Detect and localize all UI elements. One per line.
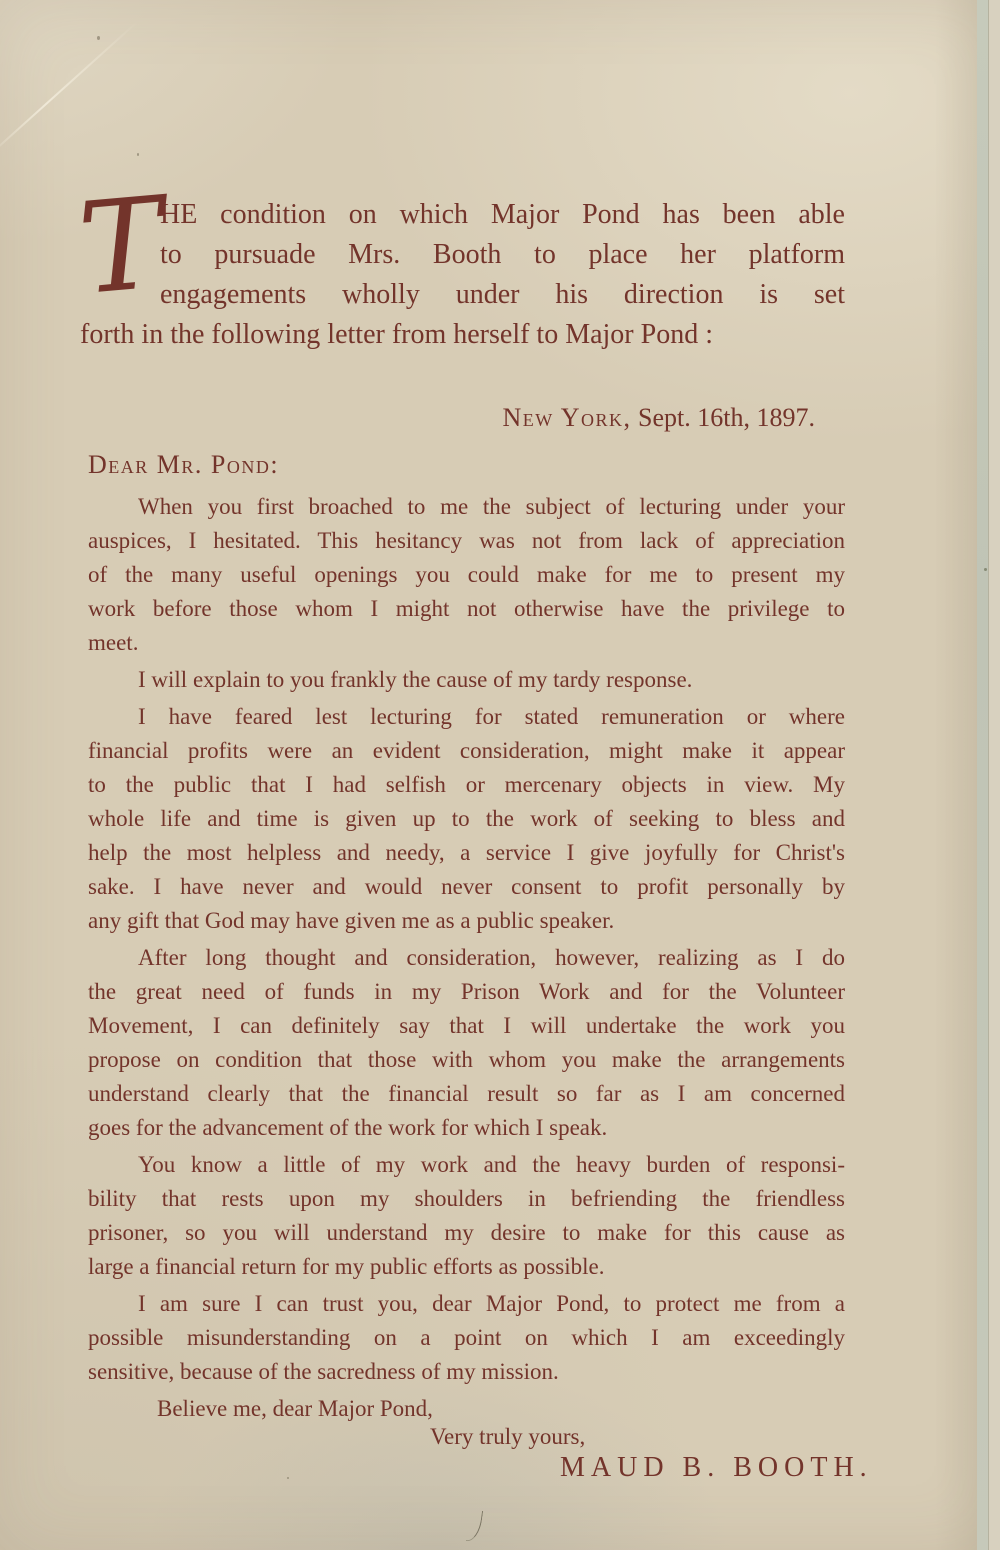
letter-paragraph: [88, 941, 845, 1145]
letter-signature: MAUD B. BOOTH.: [560, 1452, 873, 1483]
letter-line: I have feared lest lecturing for stated remuneration or where: [138, 704, 845, 729]
letter-dateline: [88, 403, 845, 433]
letter-line: work before those whom I might not otherwise have the privilege to: [88, 596, 845, 621]
ink-speck: [984, 568, 987, 571]
letter-line: After long thought and consideration, however, realizing as I do: [138, 945, 845, 970]
letter-line: to the public that I had selfish or mercenary objects in view. My: [88, 772, 845, 797]
letter-line: possible misunderstanding on a point on which I am exceedingly: [88, 1325, 845, 1350]
drop-cap-letter: T: [73, 169, 170, 323]
ink-speck: [287, 1477, 289, 1479]
letter-line: Movement, I can definitely say that I will undertake the work you: [88, 1013, 845, 1038]
letter-salutation: Dear Mr. Pond:: [88, 450, 280, 479]
dateline-place: New York,: [502, 403, 632, 432]
letter-line: When you first broached to me the subject of lecturing under your: [138, 494, 845, 519]
corner-crease-mark: [0, 21, 138, 160]
letter-line: sake. I have never and would never consent to profit personally by: [88, 874, 845, 899]
intro-line: to pursuade Mrs. Booth to place her platform: [160, 239, 845, 270]
letter-line: bility that rests upon my shoulders in befriending the friendless: [88, 1186, 845, 1211]
letter-line: You know a little of my work and the heavy burden of responsi-: [138, 1152, 845, 1177]
intro-paragraph: [73, 169, 845, 355]
letter-line: any gift that God may have given me as a public speaker.: [88, 908, 615, 933]
letter-line: understand clearly that the financial result so far as I am concerned: [88, 1081, 845, 1106]
letter-line: sensitive, because of the sacredness of my mission.: [88, 1359, 559, 1384]
letter-paragraph: [88, 663, 845, 697]
letter-line: propose on condition that those with whom you make the arrangements: [88, 1047, 845, 1072]
ink-speck: [97, 36, 100, 40]
letter-line: large a financial return for my public efforts as possible.: [88, 1254, 605, 1279]
letter-line: help the most helpless and needy, a service I give joyfully for Christ's: [88, 840, 845, 865]
letter-paragraph: [88, 1148, 845, 1284]
letter-line: auspices, I hesitated. This hesitancy was not from lack of appreciation: [88, 528, 845, 553]
hair-mark: [466, 1509, 483, 1542]
letter-body: [88, 490, 845, 1429]
intro-line: forth in the following letter from herself to Major Pond :: [80, 319, 713, 350]
letter-line: I will explain to you frankly the cause of my tardy response.: [138, 667, 693, 692]
letter-line: Believe me, dear Major Pond,: [157, 1396, 433, 1421]
letter-line: of the many useful openings you could make for me to present my: [88, 562, 845, 587]
letter-line: financial profits were an evident consideration, might make it appear: [88, 738, 845, 763]
page-edge-shadow: [935, 0, 977, 1550]
letter-paragraph: [88, 1392, 845, 1426]
intro-line: HE condition on which Major Pond has been able: [160, 199, 845, 230]
letter-line: the great need of funds in my Prison Work and for the Volunteer: [88, 979, 845, 1004]
letter-paragraph: [88, 490, 845, 660]
letter-line: whole life and time is given up to the work of seeking to bless and: [88, 806, 845, 831]
letter-paragraph: [88, 1287, 845, 1389]
dateline-date: Sept. 16th, 1897.: [638, 403, 815, 432]
letter-line: prisoner, so you will understand my desire to make for this cause as: [88, 1220, 845, 1245]
letter-closing: Very truly yours,: [430, 1424, 586, 1449]
intro-line: engagements wholly under his direction is set: [160, 279, 845, 310]
ink-speck: [137, 153, 139, 156]
letter-line: I am sure I can trust you, dear Major Pond, to protect me from a: [138, 1291, 845, 1316]
page-fore-edge-band: [977, 0, 988, 1550]
letter-paragraph: [88, 700, 845, 938]
letter-line: meet.: [88, 630, 139, 655]
letter-line: goes for the advancement of the work for which I speak.: [88, 1115, 608, 1140]
page-fore-edge-strip: [988, 0, 1000, 1550]
